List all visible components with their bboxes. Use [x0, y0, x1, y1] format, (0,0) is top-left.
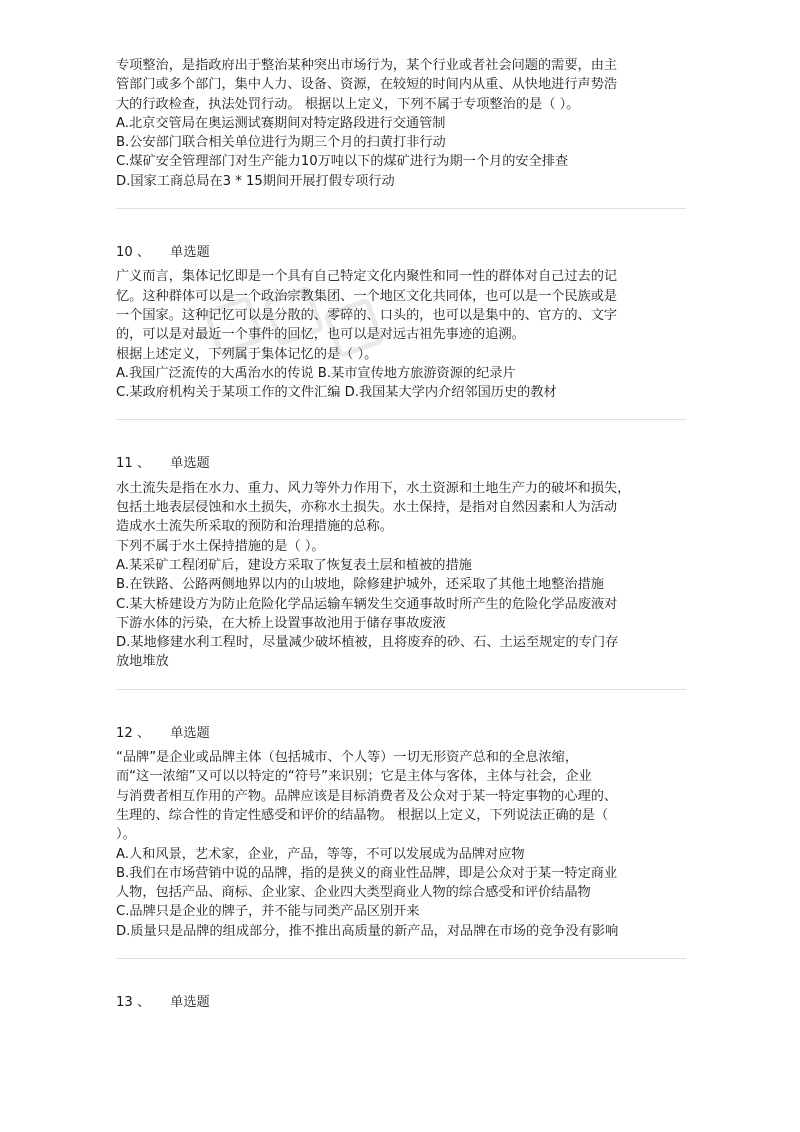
question-text-line: “品牌”是企业或品牌主体（包括城市、个人等）一切无形资产总和的全息浓缩，	[116, 750, 579, 766]
question-header	[116, 454, 686, 473]
option-c: C.煤矿安全管理部门对生产能力10万吨以下的煤矿进行为期一个月的安全排查	[116, 154, 569, 170]
question-number: 13 、	[116, 994, 151, 1010]
option-a: A.北京交管局在奥运测试赛期间对特定路段进行交通管制	[116, 115, 446, 131]
option-a: A.人和风景，艺术家，企业，产品，等等，不可以发展成为品牌对应物	[116, 846, 525, 862]
question-text-line: ）。	[116, 827, 136, 843]
question-text-line: 的，可以是对最近一个事件的回忆，也可以是对远古祖先事迹的追溯。	[116, 327, 525, 343]
question-type: 单选题	[170, 456, 210, 472]
question-text-line: 忆。这种群体可以是一个政治宗教集团、一个地区文化共同体，也可以是一个民族或是	[116, 288, 618, 304]
question-header	[116, 993, 686, 1012]
document-page	[116, 56, 686, 1017]
option-d-cont: 放地堆放	[116, 654, 169, 670]
question-type: 单选题	[170, 994, 210, 1010]
options-cd: C.某政府机构关于某项工作的文件汇编 D.我国某大学内介绍邻国历史的教材	[116, 385, 557, 401]
question-text-line: 造成水土流失所采取的预防和治理措施的总称。	[116, 519, 393, 535]
option-d: D.质量只是品牌的组成部分，推不推出高质量的新产品，对品牌在市场的竞争没有影响	[116, 923, 619, 939]
question-prompt: 下列不属于水土保持措施的是（ ）。	[116, 538, 325, 554]
option-c: C.品牌只是企业的牌子，并不能与同类产品区别开来	[116, 904, 420, 920]
question-type: 单选题	[170, 245, 210, 261]
question-number: 11 、	[116, 456, 151, 472]
question-13	[116, 993, 686, 1012]
question-text-line: 包括土地表层侵蚀和水土损失，亦称水土损失。水土保持，是指对自然因素和人为活动	[116, 500, 618, 516]
question-9	[116, 56, 686, 191]
question-10	[116, 243, 686, 402]
question-text-line: 专项整治，是指政府出于整治某种突出市场行为，某个行业或者社会问题的需要，由主	[116, 58, 618, 73]
question-text-line: 一个国家。这种记忆可以是分散的、零碎的、口头的，也可以是集中的、官方的、文字	[116, 307, 618, 323]
question-11	[116, 454, 686, 671]
option-c: C.某大桥建设方为防止危险化学品运输车辆发生交通事故时所产生的危险化学品废液对	[116, 596, 618, 612]
option-b: B.我们在市场营销中说的品牌，指的是狭义的商业性品牌，即是公众对于某一特定商业	[116, 865, 618, 881]
question-type: 单选题	[170, 725, 210, 741]
question-text-line: 广义而言，集体记忆即是一个具有自己特定文化内聚性和同一性的群体对自己过去的记	[116, 269, 618, 285]
question-text-line: 大的行政检查，执法处罚行动。 根据以上定义，下列不属于专项整治的是（ ）。	[116, 96, 580, 112]
question-text-line: 生理的、综合性的肯定性感受和评价的结晶物。 根据以上定义，下列说法正确的是（	[116, 807, 609, 823]
question-header	[116, 724, 686, 743]
option-d: D.某地修建水利工程时，尽量减少破坏植被，且将废弃的砂、石、土运至规定的专门存	[116, 635, 619, 651]
option-b: B.在铁路、公路两侧地界以内的山坡地，除修建护城外，还采取了其他土地整治措施	[116, 577, 604, 593]
option-a: A.某采矿工程闭矿后，建设方采取了恢复表土层和植被的措施	[116, 557, 472, 573]
divider	[116, 208, 686, 209]
divider	[116, 958, 686, 959]
question-number: 12 、	[116, 725, 151, 741]
question-number: 10 、	[116, 245, 151, 261]
question-12	[116, 724, 686, 941]
option-b-cont: 人物，包括产品、商标、企业家、企业四大类型商业人物的综合感受和评价结晶物	[116, 885, 591, 901]
divider	[116, 689, 686, 690]
options-ab: A.我国广泛流传的大禹治水的传说 B.某市宣传地方旅游资源的纪录片	[116, 365, 516, 381]
question-prompt: 根据上述定义，下列属于集体记忆的是（ ）。	[116, 346, 378, 362]
option-b: B.公安部门联合相关单位进行为期三个月的扫黄打非行动	[116, 135, 446, 151]
option-d: D.国家工商总局在3 * 15期间开展打假专项行动	[116, 173, 395, 189]
divider	[116, 419, 686, 420]
question-text-line: 而“这一浓缩”又可以以特定的“符号”来识别；它是主体与客体，主体与社会，企业	[116, 769, 592, 785]
question-text-line: 水土流失是指在水力、重力、风力等外力作用下，水土资源和土地生产力的破坏和损失，	[116, 480, 631, 496]
question-header	[116, 243, 686, 262]
option-c-cont: 下游水体的污染，在大桥上设置事故池用于储存事故废液	[116, 615, 446, 631]
question-text-line: 与消费者相互作用的产物。品牌应该是目标消费者及公众对于某一特定事物的心理的、	[116, 788, 618, 804]
question-text-line: 管部门或多个部门，集中人力、设备、资源，在较短的时间内从重、从快地进行声势浩	[116, 77, 618, 93]
